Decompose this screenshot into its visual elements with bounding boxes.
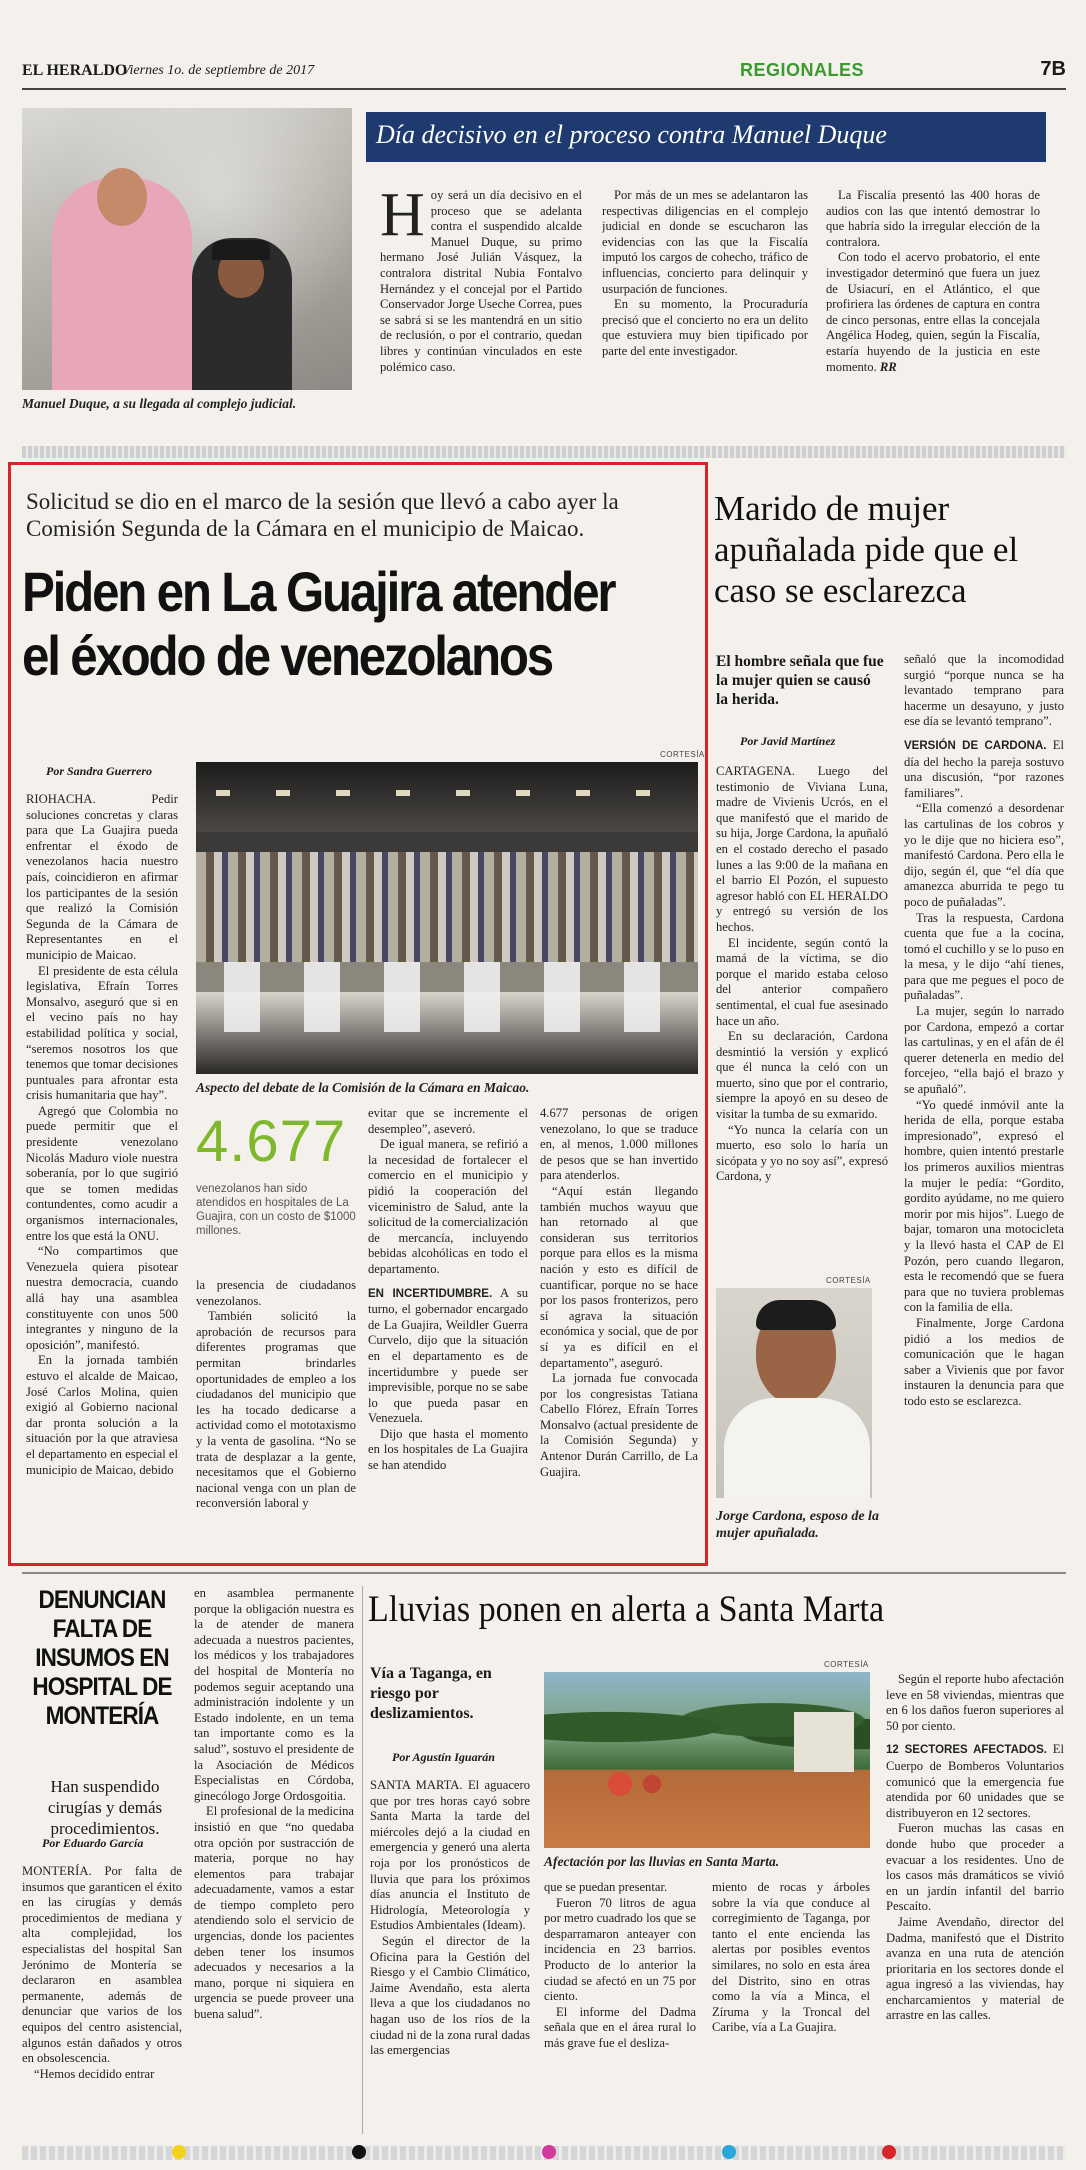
rain-headline: Lluvias ponen en alerta a Santa Marta <box>368 1589 885 1630</box>
top-story-col-3 <box>826 188 1040 400</box>
dateline: MONTERÍA. <box>22 1864 92 1878</box>
paragraph: Agregó que Colombia no puede permitir que el presidente venezolano Nicolás Maduro viole nuestra soberanía, por lo que sugirió que se tomen medidas contundentes, como acudir a organismos internacionales, entre los que está la ONU. <box>26 1103 178 1243</box>
hospital-byline: Por Eduardo García <box>42 1836 144 1850</box>
paragraph: De igual manera, se refirió a la necesidad de fortalecer el comercio en el municipio y pidió la cooperación del viceministro de Salud, ante la solicitud de la comercialización de mercancía, incluyendo bebidas alcohólicas en todo el departamento. <box>368 1137 528 1276</box>
paragraph <box>368 1286 528 1427</box>
officer-cap <box>212 240 270 260</box>
paragraph-text: Pedir soluciones concretas y claras para que La Guajira pueda enfrentar el éxodo de venezolanos hacia nuestro país, coincidieron en afirmar los participantes de la sesión que realizó la Comisión Segunda de la Cámara de Representantes en el municipio de Maicao. <box>26 792 178 962</box>
rain-col-2 <box>544 1880 696 2134</box>
subhead: 12 SECTORES AFECTADOS. <box>886 1744 1047 1757</box>
paragraph: señaló que la incomodidad surgió “porque nunca se ha levantado temprano para hacerme un desayuno, y justo ese día se levantó temprano”. <box>904 652 1064 729</box>
paragraph: Según el director de la Oficina para la Gestión del Riesgo y el Cambio Climático, Jaime Avendaño, esta alerta lleva a que los ciudadanos no hagan uso de los ríos de la ciudad ni de la zona rural dadas las emergencias <box>370 1933 530 2058</box>
paragraph: También solicitó la aprobación de recursos para diferentes programas que permitan brindarles oportunidades de empleo a los ciudadanos del municipio que les ha tocado dedicarse a actividad como el mototaxismo y la venta de gasolina. “No se trata de desplazar a la gente, necesitamos que el Gobierno nacional venga con un plan de reconversión laboral y <box>196 1309 356 1511</box>
top-story-col-1 <box>380 188 582 400</box>
stat-number: 4.677 <box>196 1109 347 1174</box>
bottom-column-rule <box>362 1586 363 2134</box>
people-in-water <box>604 1772 684 1796</box>
header-rule <box>22 88 1066 90</box>
paragraph: Finalmente, Jorge Cardona pidió a los medios de comunicación que le hagan saber a Vivienis que por favor instauren la denuncia para que todo esto se esclarezca. <box>904 1315 1064 1408</box>
paragraph-text: El día del hecho la pareja sostuvo una discusión, “por razones familiares”. <box>904 737 1064 800</box>
main-kicker: Solicitud se dio en el marco de la sesión que llevó a cabo ayer la Comisión Segunda de la Cámara en el municipio de Maicao. <box>26 489 619 541</box>
paragraph: Fueron 70 litros de agua por metro cuadrado los que se desparramaron anteayer con incidencia en 23 barrios. Producto de lo anterior la ciudad se afectó en un 75 por ciento. <box>544 1895 696 2004</box>
cyan-dot <box>722 2145 736 2159</box>
paragraph: Según el reporte hubo afectación leve en 58 viviendas, mientras que en 6 los daños fueron superiores al 50 por ciento. <box>886 1672 1064 1733</box>
page-header <box>22 58 1066 86</box>
hospital-col-1 <box>22 1864 182 2134</box>
hospital-headline: DENUNCIAN FALTA DE INSUMOS EN HOSPITAL DE MONTERÍA <box>32 1586 172 1730</box>
paragraph: en asamblea permanente porque la obligación nuestra es la de atender de manera adecuada a nuestros pacientes, los médicos y los trabajadores del hospital de Montería no podemos seguir aceptando una administración indolente y un Estado indolente, en un tema tan importante como es la salud”, sostuvo el presidente de la Asociación de Médicos Especialistas en Córdoba, ginecólogo Jorge Ordosgoitia. <box>194 1586 354 1803</box>
middle-divider <box>22 1572 1066 1574</box>
paragraph: 4.677 personas de origen venezolano, lo que se traduce en, al menos, 1.000 millones de pesos que se han invertido para atenderlos. <box>540 1106 698 1183</box>
paragraph: “No compartimos que Venezuela quiera pisotear nuestra democracia, cuando allá hay una asamblea constituyente con unos 500 integrantes y ninguno de la oposición”, manifestó. <box>26 1244 178 1352</box>
ceiling <box>196 762 698 832</box>
paragraph: Tras la respuesta, Cardona cuenta que fue a la cocina, tomó el cuchillo y se lo puso en la mesa, y le dijo “ahí tienes, para que me pegues el poco de puñaladas”. <box>904 910 1064 1003</box>
signature: RR <box>879 359 897 374</box>
side-photo-credit: CORTESÍA <box>826 1276 871 1285</box>
paragraph: “Hemos decidido entrar <box>34 2066 155 2081</box>
rain-col-4 <box>886 1672 1064 2134</box>
paragraph <box>826 250 1040 375</box>
subhead: EN INCERTIDUMBRE. <box>368 1287 493 1300</box>
ceiling-lights <box>216 790 676 796</box>
subhead: VERSIÓN DE CARDONA. <box>904 739 1047 752</box>
paragraph: Por más de un mes se adelantaron las respectivas diligencias en el complejo judicial en donde se escucharon las evidencias con las que la Fiscalía imputó los cargos de cohecho, tráfico de influencias, concierto para delinquir y usurpación de funciones. <box>602 188 808 296</box>
paragraph: La jornada fue convocada por los congresistas Tatiana Cabello Flórez, Efraín Torres Monsalvo (actual presidente de la Comisión Segunda) y Antenor Durán Carrillo, de La Guajira. <box>540 1371 698 1479</box>
yellow-dot <box>172 2145 186 2159</box>
paragraph: El presidente de esta célula legislativa, Efraín Torres Monsalvo, aseguró que si en el vecino país no hay estabilidad política y social, “seremos nosotros los que tenemos que tomar decisiones puntuales para afrontar esta crisis humanitaria que hay”. <box>26 963 178 1103</box>
man-head <box>97 168 147 226</box>
paragraph: El profesional de la medicina insistió en que “no quedaba otra opción por sustracción de materia, porque no hay elementos para trabajar adecuadamente, vamos a estar de tiempo completo pero atendiendo solo el servicio de urgencias, donde los pacientes deben tener los insumos adecuados y necesarios a la mano, porque ni siquiera en urgencia se puede proveer una buena salud”. <box>194 1804 354 2022</box>
dateline: SANTA MARTA. <box>370 1778 463 1792</box>
panel-members <box>206 962 686 1032</box>
main-col-3 <box>368 1106 528 1546</box>
paragraph: El incidente, según contó la mamá de la víctima, se dio porque el marido estaba celoso del anterior compañero sentimental, el cual fue asesinado hace un año. <box>716 935 888 1028</box>
commission-photo-caption: Aspecto del debate de la Comisión de la Cámara en Maicao. <box>196 1080 530 1095</box>
paragraph-text: Por falta de insumos que garanticen el éxito en las cirugías y demás procedimientos de mediana y alta complejidad, los especialistas del hospital San Jerónimo de Montería se declararon en asamblea permanente, además de denunciar que varios de los equipos del centro asistencial, algunos están dañados y otros en obsolescencia. <box>22 1864 182 2066</box>
paragraph: “Yo quedé inmóvil ante la herida de ella, porque estaba impresionado”, expresó el hombre, quien intentó prestarle los primeros auxilios mientras la mujer le pedía: “Gordito, gordito ayúdame, no me quiero morir por mis hijos”. Luego de bajar, tomaron una motocicleta y la llevó hasta el CAP de El Pozón, pero cuando llegaron, esta le recomendó que se fuera para que no tuviera problemas con la familia de ella. <box>904 1097 1064 1315</box>
side-deck: El hombre señala que fue la mujer quien se causó la herida. <box>716 653 884 708</box>
house <box>794 1712 854 1772</box>
hospital-col-2 <box>194 1586 354 2134</box>
duque-photo-caption: Manuel Duque, a su llegada al complejo judicial. <box>22 396 297 411</box>
top-divider <box>22 446 1066 458</box>
paragraph: la presencia de ciudadanos venezolanos. <box>196 1278 356 1308</box>
paragraph-text: Luego del testimonio de Viviana Luna, madre de Vivienis Ucrós, en el que manifestó que el marido de su hija, Jorge Cardona, la apuñaló en el costado derecho el pasado lunes a las 9:00 de la mañana en el barrio El Pozón, el supuesto agresor habló con EL HERALDO y entregó su versión de los hechos. <box>716 764 888 934</box>
main-byline: Por Sandra Guerrero <box>46 764 153 778</box>
rain-deck: Vía a Taganga, en riesgo por deslizamientos. <box>370 1665 492 1722</box>
paragraph: “Yo nunca la celaría con un muerto, eso solo lo haría un sicópata y yo no soy así”, expresó Cardona, y <box>716 1122 888 1184</box>
rain-col-3 <box>712 1880 870 2134</box>
main-photo-credit: CORTESÍA <box>660 750 705 759</box>
paragraph: que se puedan presentar. <box>544 1880 668 1894</box>
rain-col-1 <box>370 1778 530 2134</box>
rain-byline: Por Agustín Iguarán <box>392 1750 495 1764</box>
header-date: Viernes 1o. de septiembre de 2017 <box>122 63 315 78</box>
side-byline: Por Javid Martínez <box>740 734 836 748</box>
cardona-shirt <box>724 1398 870 1498</box>
paragraph <box>22 1864 182 2067</box>
main-col-2 <box>196 1278 356 1546</box>
red-dot <box>882 2145 896 2159</box>
top-story-title-bar <box>366 112 1046 162</box>
paragraph: miento de rocas y árboles sobre la vía que conduce al corregimiento de Taganga, por tanto el ente encienda las alertas por posibles eventos similares, no solo en esta área del Distrito, sino en otras como la vía a Minca, el Zíruma y la Troncal del Caribe, vía a La Guajira. <box>712 1880 870 2035</box>
duque-photo <box>22 108 352 390</box>
top-story-col-2 <box>602 188 808 400</box>
side-headline: Marido de mujer apuñalada pide que el caso se esclarezca <box>714 489 1019 610</box>
audience <box>196 852 698 972</box>
paragraph: La mujer, según lo narrado por Cardona, empezó a cortar las cartulinas, y en el afán de él querer detenerla en medio del forcejeo, “ella bajó el brazo y se apuñaló”. <box>904 1004 1064 1097</box>
paragraph: En su declaración, Cardona desmintió la versión y explicó que él nunca la celó con un muerto, sino que por el contrario, siempre la apoyó en su deseo de visitar la tumba de su exmarido. <box>716 1029 888 1122</box>
stat-text: venezolanos han sido atendidos en hospitales de La Guajira, con un costo de $1000 millones. <box>196 1183 356 1237</box>
flood-photo <box>544 1672 870 1848</box>
paragraph <box>716 764 888 936</box>
cardona-photo-caption: Jorge Cardona, esposo de la mujer apuñalada. <box>716 1509 879 1541</box>
main-headline: Piden en La Guajira atender el éxodo de venezolanos <box>22 560 615 687</box>
paragraph: El informe del Dadma señala que en el área rural lo más grave fue el desliza- <box>544 2004 696 2050</box>
paragraph: “Ella comenzó a desordenar las cartulinas de los cobros y yo le dije que no hiciera eso”, manifestó Cardona. Pero ella le dijo, según él, que “el día que amanezca aburrida te pego tu poco de puñaladas”. <box>904 801 1064 909</box>
side-col-1 <box>716 764 888 1272</box>
commission-photo <box>196 762 698 1074</box>
print-marks-bar <box>22 2146 1066 2160</box>
dateline: RIOHACHA. <box>26 792 96 806</box>
rain-photo-credit: CORTESÍA <box>824 1660 869 1669</box>
paragraph <box>904 738 1064 801</box>
hospital-deck: Han suspendido cirugías y demás procedimientos. <box>47 1777 163 1838</box>
top-story-title: Día decisivo en el proceso contra Manuel Duque <box>376 120 887 149</box>
paragraph: “Aquí están llegando también muchos wayuu que han retornado al que consideran sus territorios porque para ellos es la misma nación y esto es difícil de cuantificar, porque no se hace por los pasos fronterizos, pero sí agrava la situación económica y social, que de por sí ya es difícil en el departamento”, aseguró. <box>540 1183 698 1370</box>
dateline: CARTAGENA. <box>716 764 796 778</box>
paragraph: Dijo que hasta el momento en los hospitales de La Guajira se han atendido <box>368 1426 528 1473</box>
top-story-text-1: oy será un día decisivo en el proceso que se adelanta contra el suspendido alcalde Manuel Duque, su primo hermano José Julián Vásquez, la contralora distrital Nubia Fontalvo Hernández y el concejal por el Partido Conservador Jorge Useche Correa, pues se sabrá si se les mantendrá en un sitio de reclusión, o por el contrario, quedan libres y continúan vinculados en este polémico caso. <box>380 188 582 374</box>
main-col-1 <box>26 792 178 1544</box>
paragraph <box>886 1742 1064 1821</box>
paragraph: Fueron muchas las casas en donde hubo que proceder a evacuar a los residentes. Uno de los casos más dramáticos se vivió en un jardín infantil del barrio Pescaíto. <box>886 1821 1064 1914</box>
paper-name: EL HERALDO <box>22 62 128 79</box>
paragraph-text: El aguacero que por tres horas cayó sobre Santa Marta la tarde del miércoles dejó a la ciudad en emergencia y generó una alerta roja por los pronósticos de lluvia que para los próximos días anuncia el Instituto de Hidrología, Meteorología y Estudios Ambientales (Ideam). <box>370 1778 530 1933</box>
black-dot <box>352 2145 366 2159</box>
paragraph-text: Con todo el acervo probatorio, el ente investigador determinó que fuera un juez de Usiacurí, en el Atlántico, el que profiriera las órdenes de captura en contra de cinco personas, entre ellas la concejala Angélica Hodeg, quien, según la Fiscalía, estaría huyendo de la justicia en este momento. <box>826 250 1040 374</box>
main-col-4 <box>540 1106 698 1546</box>
paragraph-text: A su turno, el gobernador encargado de La Guajira, Weildler Guerra Curvelo, dijo que la situación en el departamento es de incertidumbre y puede ser imprevisible, porque no se sabe lo que pueda pasar en Venezuela. <box>368 1285 528 1426</box>
cardona-hair <box>756 1300 836 1330</box>
flood-photo-caption: Afectación por las lluvias en Santa Marta. <box>544 1854 780 1869</box>
section-label: REGIONALES <box>740 60 865 80</box>
paragraph: evitar que se incremente el desempleo”, aseveró. <box>368 1106 528 1136</box>
page-number: 7B <box>1040 58 1066 80</box>
paragraph: En la jornada también estuvo el alcalde de Maicao, José Carlos Molina, quien exigió al Gobierno nacional dar pronta solución a la situación por la que atraviesa el departamento en especial el municipio de Maicao, debido <box>26 1353 178 1477</box>
paragraph: Jaime Avendaño, director del Dadma, manifestó que el Distrito avanza en una ruta de atención prioritaria en los sectores donde el agua ingresó a las viviendas, hay encharcamientos y material de arrastre en las calles. <box>886 1914 1064 2023</box>
paragraph <box>26 792 178 964</box>
cardona-photo <box>716 1288 872 1498</box>
side-col-2 <box>904 652 1064 1554</box>
magenta-dot <box>542 2145 556 2159</box>
paragraph <box>370 1778 530 1934</box>
paragraph-text: El Cuerpo de Bomberos Voluntarios comunicó que la emergencia fue atendida por 60 unidades que se distribuyeron en 12 sectores. <box>886 1742 1064 1820</box>
paragraph: La Fiscalía presentó las 400 horas de audios con las que intentó demostrar lo que habría sido la irregular elección de la contralora. <box>826 188 1040 249</box>
paragraph: En su momento, la Procuraduría precisó que el concierto no era un delito que estuviera muy bien tipificado por parte del ente investigador. <box>602 297 808 358</box>
dropcap: H <box>380 188 425 249</box>
